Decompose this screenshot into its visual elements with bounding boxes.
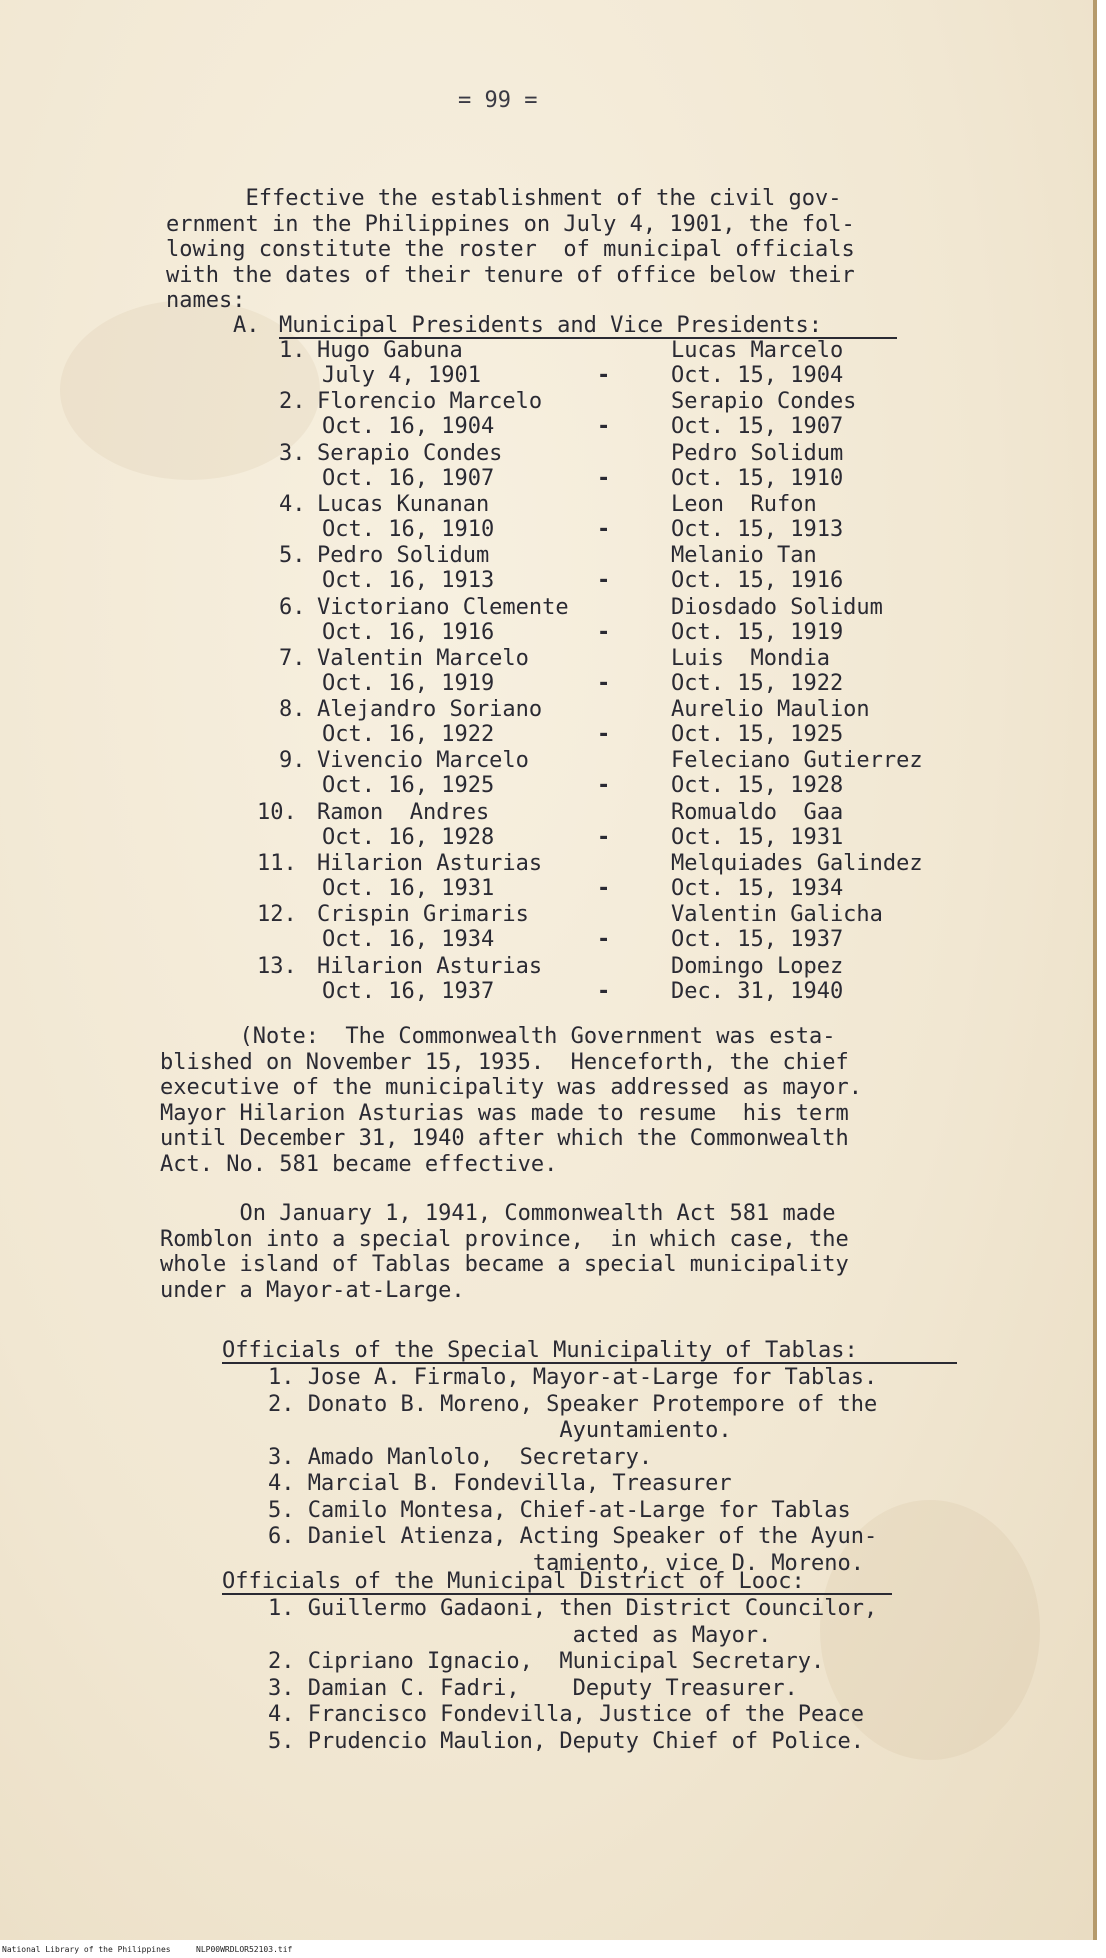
term-dash: - — [597, 568, 611, 593]
term-end: Oct. 15, 1904 — [671, 363, 844, 388]
looc-list — [268, 1596, 877, 1755]
intro-paragraph — [166, 186, 855, 314]
list-item: 1. Guillermo Gadaoni, then District Councilor, — [268, 1596, 878, 1621]
entry-number: 9. — [279, 748, 306, 773]
term-dash: - — [597, 979, 611, 1004]
term-start: Oct. 16, 1934 — [322, 927, 495, 952]
term-dash: - — [597, 620, 611, 645]
entry-number: 12. — [257, 902, 297, 927]
text-line: until December 31, 1940 after which the Commonwealth — [160, 1126, 849, 1151]
vice-president-name: Luis Mondia — [671, 646, 830, 671]
term-start: Oct. 16, 1937 — [322, 979, 495, 1004]
tablas-list — [268, 1365, 877, 1577]
list-item: 4. Francisco Fondevilla, Justice of the Peace — [268, 1702, 865, 1727]
list-item: acted as Mayor. — [268, 1622, 772, 1648]
tablas-heading: Officials of the Special Municipality of Tablas: — [222, 1338, 858, 1363]
president-name: Lucas Kunanan — [317, 492, 490, 517]
term-start: July 4, 1901 — [322, 363, 481, 388]
term-dash: - — [597, 466, 611, 491]
entry-number: 4. — [279, 492, 306, 517]
vice-president-name: Melanio Tan — [671, 543, 817, 568]
january-paragraph — [160, 1201, 849, 1303]
list-item: 6. Daniel Atienza, Acting Speaker of the Ayun- — [268, 1524, 878, 1549]
vice-president-name: Lucas Marcelo — [671, 338, 844, 363]
entry-number: 7. — [279, 646, 306, 671]
section-a-letter: A. — [233, 313, 260, 338]
text-line: names: — [166, 288, 246, 313]
text-line: Romblon into a special province, in which case, the — [160, 1226, 849, 1252]
term-end: Oct. 15, 1937 — [671, 927, 844, 952]
term-start: Oct. 16, 1928 — [322, 825, 495, 850]
entry-number: 13. — [257, 954, 297, 979]
term-end: Oct. 15, 1916 — [671, 568, 844, 593]
text-line: ernment in the Philippines on July 4, 1901, the fol- — [166, 211, 855, 237]
term-end: Oct. 15, 1922 — [671, 671, 844, 696]
term-start: Oct. 16, 1916 — [322, 620, 495, 645]
term-dash: - — [597, 825, 611, 850]
text-line: under a Mayor-at-Large. — [160, 1277, 465, 1303]
term-dash: - — [597, 671, 611, 696]
president-name: Valentin Marcelo — [317, 646, 529, 671]
note-paragraph — [160, 1024, 862, 1177]
entry-number: 10. — [257, 800, 297, 825]
looc-heading: Officials of the Municipal District of Looc: — [222, 1569, 805, 1594]
list-item: 5. Prudencio Maulion, Deputy Chief of Police. — [268, 1728, 865, 1754]
entry-number: 11. — [257, 851, 297, 876]
term-dash: - — [597, 722, 611, 747]
list-item: 1. Jose A. Firmalo, Mayor-at-Large for Tablas. — [268, 1365, 878, 1390]
vice-president-name: Feleciano Gutierrez — [671, 748, 923, 773]
term-end: Oct. 15, 1931 — [671, 825, 844, 850]
term-dash: - — [597, 363, 611, 388]
term-start: Oct. 16, 1931 — [322, 876, 495, 901]
text-line: On January 1, 1941, Commonwealth Act 581 made — [160, 1201, 836, 1226]
vice-president-name: Melquiades Galindez — [671, 851, 923, 876]
term-start: Oct. 16, 1919 — [322, 671, 495, 696]
looc-underline — [222, 1593, 892, 1595]
entry-number: 5. — [279, 543, 306, 568]
president-name: Crispin Grimaris — [317, 902, 529, 927]
text-line: (Note: The Commonwealth Government was esta- — [160, 1024, 836, 1049]
term-end: Oct. 15, 1907 — [671, 414, 844, 439]
list-item: 3. Amado Manlolo, Secretary. — [268, 1444, 653, 1470]
scan-footer — [0, 1943, 1106, 1958]
page-number: = 99 = — [458, 88, 538, 113]
text-line: Act. No. 581 became effective. — [160, 1151, 558, 1177]
vice-president-name: Serapio Condes — [671, 389, 857, 414]
text-line: with the dates of their tenure of office below their — [166, 262, 855, 288]
term-dash: - — [597, 927, 611, 952]
vice-president-name: Aurelio Maulion — [671, 697, 870, 722]
footer-filename: NLP00WRDLOR52103.tif — [196, 1945, 293, 1954]
term-start: Oct. 16, 1904 — [322, 414, 495, 439]
term-end: Dec. 31, 1940 — [671, 979, 844, 1004]
list-item: 3. Damian C. Fadri, Deputy Treasurer. — [268, 1675, 798, 1701]
president-name: Alejandro Soriano — [317, 697, 543, 722]
tablas-underline — [222, 1362, 957, 1364]
text-line: Effective the establishment of the civil gov- — [166, 186, 842, 211]
entry-number: 1. — [279, 338, 306, 363]
president-name: Hugo Gabuna — [317, 338, 463, 363]
vice-president-name: Pedro Solidum — [671, 441, 844, 466]
president-name: Hilarion Asturias — [317, 954, 543, 979]
section-a-heading: Municipal Presidents and Vice Presidents: — [279, 313, 823, 338]
president-name: Florencio Marcelo — [317, 389, 543, 414]
entry-number: 2. — [279, 389, 306, 414]
president-name: Serapio Condes — [317, 441, 503, 466]
list-item: 5. Camilo Montesa, Chief-at-Large for Tablas — [268, 1497, 851, 1523]
term-end: Oct. 15, 1910 — [671, 466, 844, 491]
text-line: executive of the municipality was addressed as mayor. — [160, 1075, 862, 1100]
term-dash: - — [597, 517, 611, 542]
text-line: blished on November 15, 1935. Henceforth, the chief — [160, 1049, 849, 1075]
president-name: Vivencio Marcelo — [317, 748, 529, 773]
term-end: Oct. 15, 1934 — [671, 876, 844, 901]
term-dash: - — [597, 773, 611, 798]
president-name: Hilarion Asturias — [317, 851, 543, 876]
text-line: whole island of Tablas became a special municipality — [160, 1252, 849, 1277]
list-item: 2. Donato B. Moreno, Speaker Protempore of the — [268, 1391, 878, 1417]
footer-source: National Library of the Philippines — [2, 1945, 171, 1954]
term-start: Oct. 16, 1925 — [322, 773, 495, 798]
term-end: Oct. 15, 1925 — [671, 722, 844, 747]
text-line: Mayor Hilarion Asturias was made to resume his term — [160, 1100, 849, 1126]
president-name: Victoriano Clemente — [317, 595, 569, 620]
vice-president-name: Romualdo Gaa — [671, 800, 844, 825]
president-name: Pedro Solidum — [317, 543, 490, 568]
list-item: Ayuntamiento. — [268, 1418, 732, 1443]
list-item: 2. Cipriano Ignacio, Municipal Secretary. — [268, 1649, 825, 1674]
term-start: Oct. 16, 1910 — [322, 517, 495, 542]
list-item: tamiento, vice D. Moreno. — [268, 1550, 865, 1576]
term-dash: - — [597, 876, 611, 901]
vice-president-name: Domingo Lopez — [671, 954, 844, 979]
term-end: Oct. 15, 1919 — [671, 620, 844, 645]
vice-president-name: Diosdado Solidum — [671, 595, 883, 620]
term-end: Oct. 15, 1913 — [671, 517, 844, 542]
term-start: Oct. 16, 1922 — [322, 722, 495, 747]
president-name: Ramon Andres — [317, 800, 490, 825]
term-start: Oct. 16, 1907 — [322, 466, 495, 491]
term-dash: - — [597, 414, 611, 439]
vice-president-name: Leon Rufon — [671, 492, 817, 517]
list-item: 4. Marcial B. Fondevilla, Treasurer — [268, 1471, 732, 1496]
entry-number: 6. — [279, 595, 306, 620]
entry-number: 3. — [279, 441, 306, 466]
entry-number: 8. — [279, 697, 306, 722]
term-start: Oct. 16, 1913 — [322, 568, 495, 593]
text-line: lowing constitute the roster of municipal officials — [166, 237, 855, 262]
term-end: Oct. 15, 1928 — [671, 773, 844, 798]
vice-president-name: Valentin Galicha — [671, 902, 883, 927]
